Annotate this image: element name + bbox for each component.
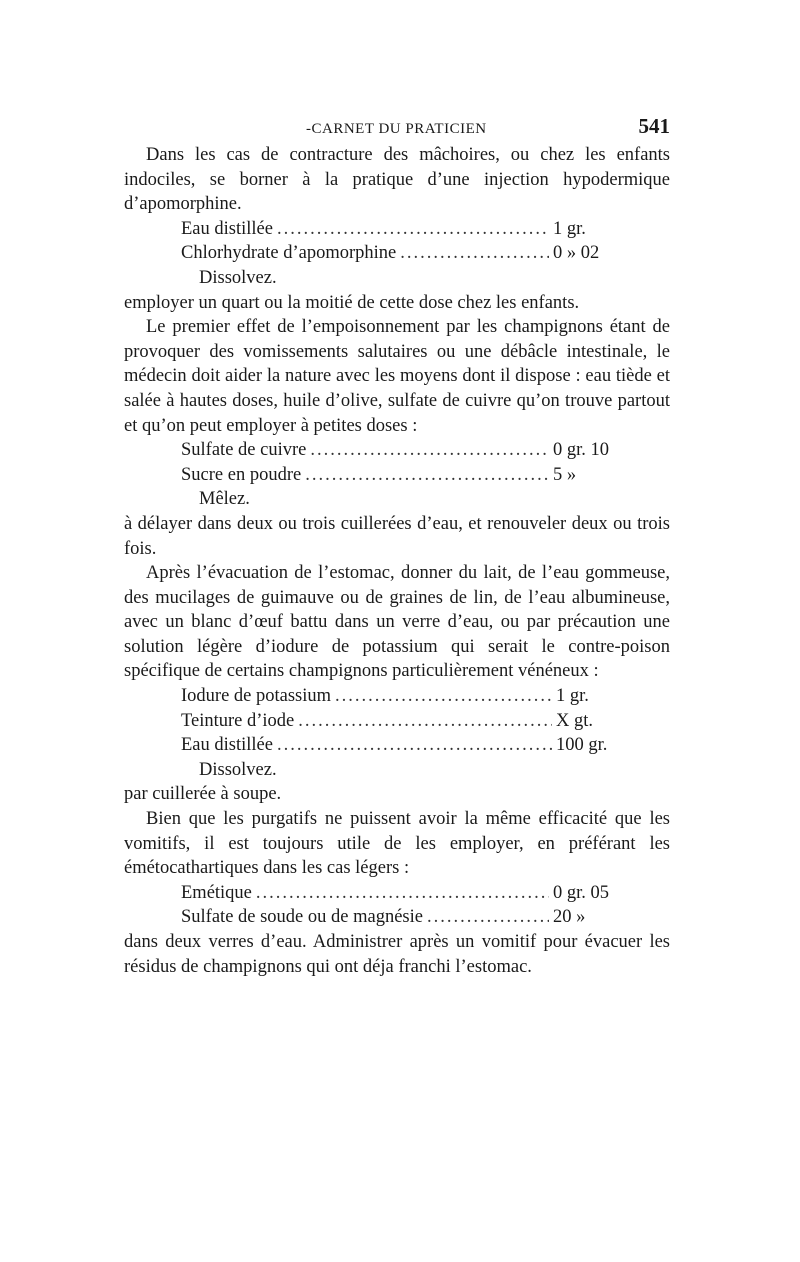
- dot-leader: [277, 217, 549, 242]
- paragraph: Après l’évacuation de l’estomac, donner du lait, de l’eau gommeuse, des mucilages de guimauve ou de graines de lin, de l’eau albumineuse, avec un blanc d’œuf battu dans un verre d’eau, ou par précaution une solution légère d’iodure de potassium qui serait le contre-poison spécifique de certains champignons particulièrement vénéneux :: [124, 563, 670, 682]
- dot-leader: [427, 905, 549, 930]
- prescription-instruction: Dissolvez.: [199, 759, 277, 780]
- ingredient-quantity: 1 gr.: [553, 218, 586, 239]
- paragraph: par cuillerée à soupe.: [124, 784, 282, 805]
- dot-leader: [335, 684, 552, 709]
- page-body: [124, 143, 670, 979]
- ingredient-name: Teinture d’iode: [181, 710, 295, 731]
- ingredient-name: Sulfate de soude ou de magnésie: [181, 907, 423, 928]
- paragraph: employer un quart ou la moitié de cette dose chez les enfants.: [124, 292, 580, 313]
- dot-leader: [305, 463, 549, 488]
- ingredient-quantity: 20 »: [553, 907, 586, 928]
- prescription: [181, 217, 633, 266]
- prescription: [181, 881, 633, 930]
- ingredient-name: Eau distillée: [181, 218, 273, 239]
- ingredient-quantity: X gt.: [556, 710, 593, 731]
- dot-leader: [400, 241, 549, 266]
- prescription-line: [181, 438, 633, 463]
- prescription-instruction: Mêlez.: [199, 489, 250, 510]
- dot-leader: [277, 733, 552, 758]
- ingredient-quantity: 100 gr.: [556, 735, 608, 756]
- ingredient-quantity: 0 gr. 10: [553, 440, 610, 461]
- ingredient-name: Eau distillée: [181, 735, 273, 756]
- paragraph: Le premier effet de l’empoisonnement par les champignons étant de provoquer des vomissements salutaires ou une débâcle intestinale, le médecin doit aider la nature avec les moyens dont il dispose : eau tiède et salée à hautes doses, huile d’olive, sulfate de cuivre qu’on trouve partout et qu’on peut employer à petites doses :: [124, 317, 670, 436]
- ingredient-name: Emétique: [181, 882, 252, 903]
- prescription: [181, 438, 633, 487]
- running-header: [124, 114, 670, 139]
- dot-leader: [298, 709, 552, 734]
- ingredient-quantity: 5 »: [553, 464, 577, 485]
- ingredient-name: Sulfate de cuivre: [181, 440, 307, 461]
- prescription-line: [181, 463, 633, 488]
- prescription-line: [181, 881, 633, 906]
- prescription-line: [181, 709, 636, 734]
- running-title: -CARNET DU PRATICIEN: [306, 121, 487, 137]
- paragraph: dans deux verres d’eau. Administrer après un vomitif pour évacuer les résidus de champignons qui ont déja franchi l’estomac.: [124, 932, 670, 977]
- paragraph: Dans les cas de contracture des mâchoires, ou chez les enfants indociles, se borner à la pratique d’une injection hypodermique d’apomorphine.: [124, 145, 670, 215]
- paragraph: à délayer dans deux ou trois cuillerées d’eau, et renouveler deux ou trois fois.: [124, 513, 670, 559]
- page-number: 541: [638, 114, 670, 138]
- ingredient-quantity: 0 » 02: [553, 243, 600, 264]
- ingredient-name: Sucre en poudre: [181, 464, 302, 485]
- prescription-line: [181, 684, 636, 709]
- ingredient-name: Chlorhydrate d’apomorphine: [181, 243, 397, 264]
- ingredient-quantity: 0 gr. 05: [553, 882, 610, 903]
- prescription-line: [181, 241, 633, 266]
- prescription-line: [181, 217, 633, 242]
- dot-leader: [256, 881, 549, 906]
- prescription-instruction: Dissolvez.: [199, 267, 277, 288]
- prescription-line: [181, 733, 636, 758]
- ingredient-quantity: 1 gr.: [556, 686, 589, 707]
- ingredient-name: Iodure de potassium: [181, 686, 332, 707]
- dot-leader: [310, 438, 549, 463]
- prescription: [181, 684, 636, 758]
- prescription-line: [181, 905, 633, 930]
- paragraph: Bien que les purgatifs ne puissent avoir la même efficacité que les vomitifs, il est toujours utile de les employer, en préférant les émétocathartiques dans les cas légers :: [124, 809, 670, 879]
